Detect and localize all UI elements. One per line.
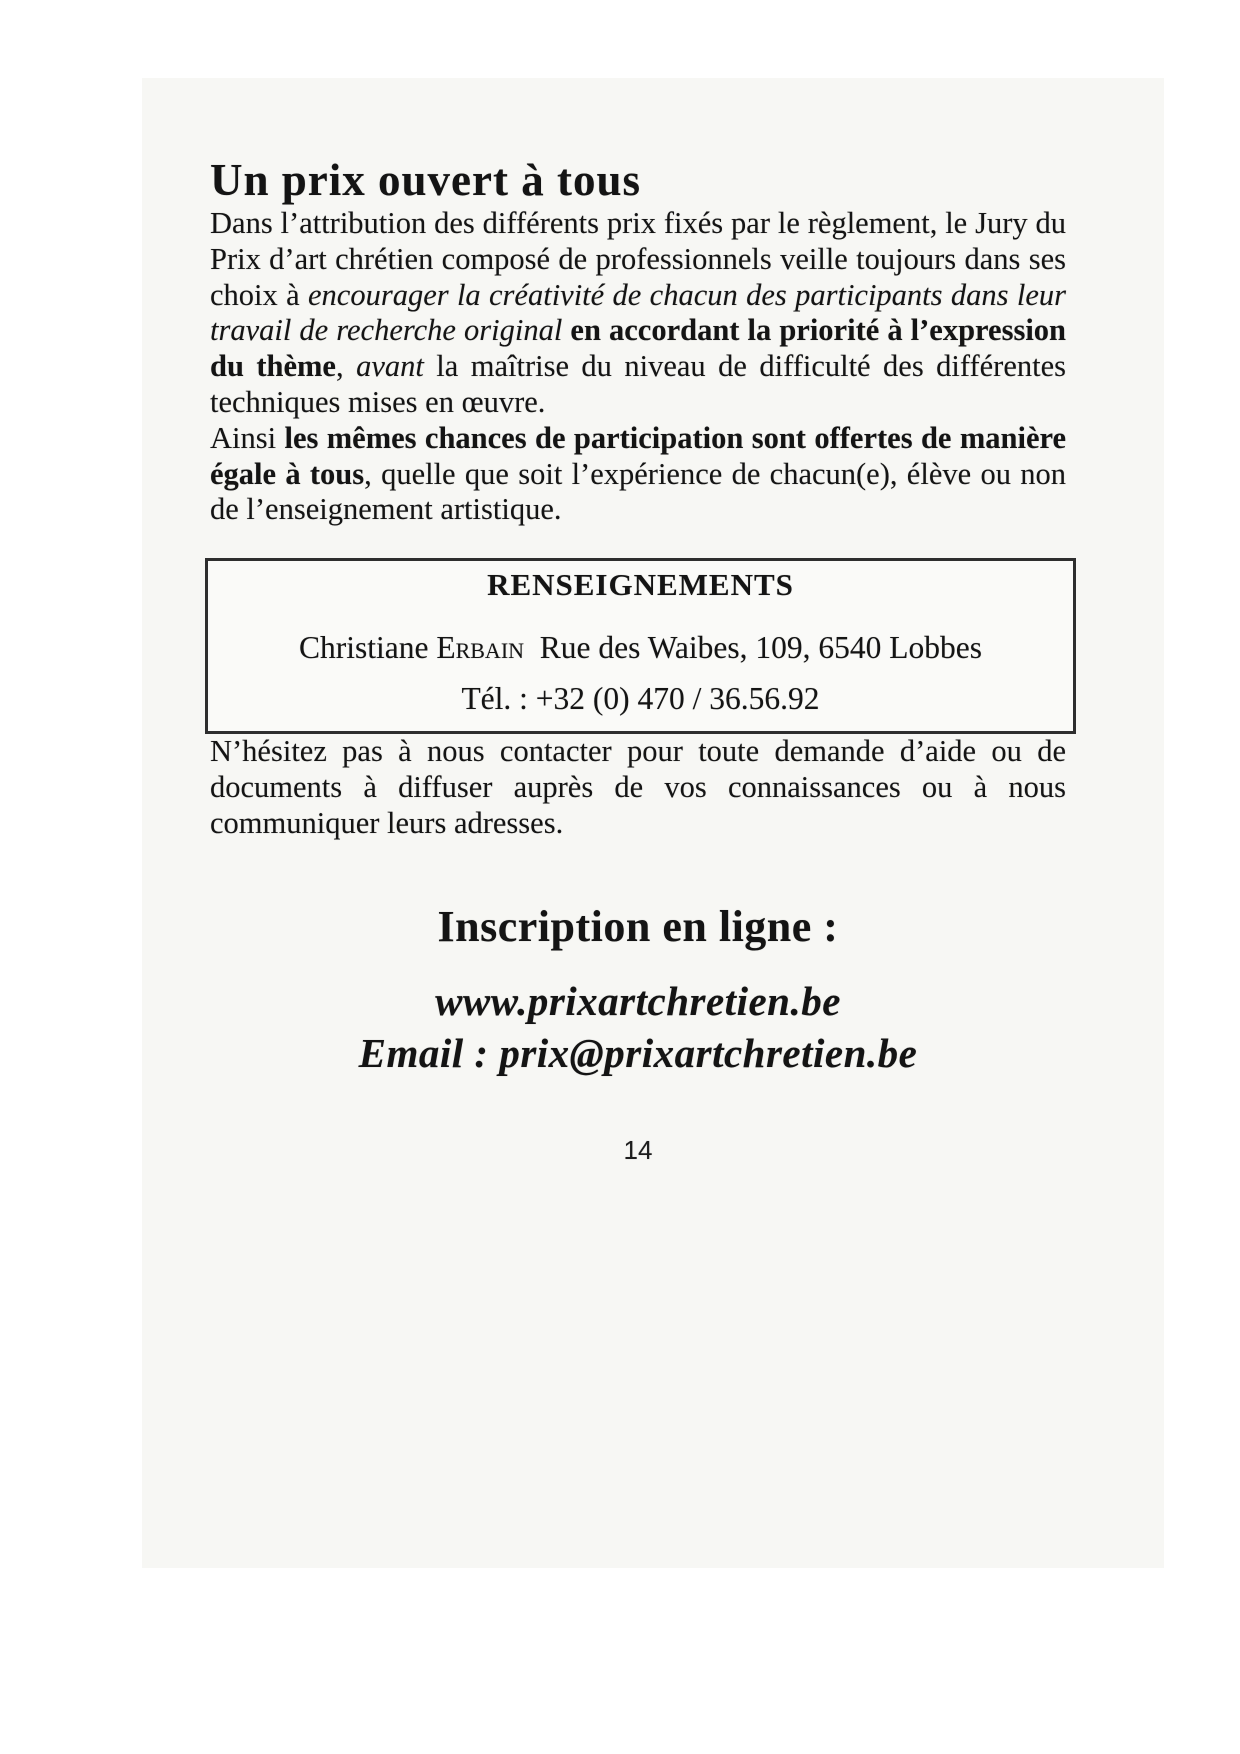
paragraph-contact-invitation: N’hésitez pas à nous contacter pour toute demande d’aide ou de documents à diffuser auprès de vos connaissances ou à nous communiquer leurs adresses. bbox=[210, 734, 1066, 840]
renseignements-box bbox=[205, 558, 1076, 734]
page-content bbox=[210, 0, 1066, 1166]
online-registration-heading: Inscription en ligne : bbox=[437, 901, 839, 951]
paragraph-attribution-prix: Dans l’attribution des différents prix fixés par le règlement, le Jury du Prix d’art chrétien composé de professionnels veille toujours dans ses choix à encourager la créativité de chacun des participants dans leur travail de recherche original en accordant la priorité à l’expression du thème, avant la maîtrise du niveau de difficulté des différentes techniques mises en œuvre. bbox=[210, 206, 1067, 419]
page-number: 14 bbox=[623, 1134, 653, 1165]
page-title: Un prix ouvert à tous bbox=[210, 155, 642, 205]
contact-phone: Tél. : +32 (0) 470 / 36.56.92 bbox=[461, 681, 820, 717]
website-url: www.prixartchretien.be bbox=[435, 977, 841, 1024]
contact-name-address: Christiane Erbain Rue des Waibes, 109, 6540 Lobbes bbox=[298, 630, 982, 666]
renseignements-heading: RENSEIGNEMENTS bbox=[487, 567, 794, 603]
email-address-line: Email : prix@prixartchretien.be bbox=[358, 1029, 918, 1076]
paragraph-chances-egales: Ainsi les mêmes chances de participation sont offertes de manière égale à tous, quelle que soit l’expérience de chacun(e), élève ou non de l’enseignement artistique. bbox=[210, 420, 1067, 527]
